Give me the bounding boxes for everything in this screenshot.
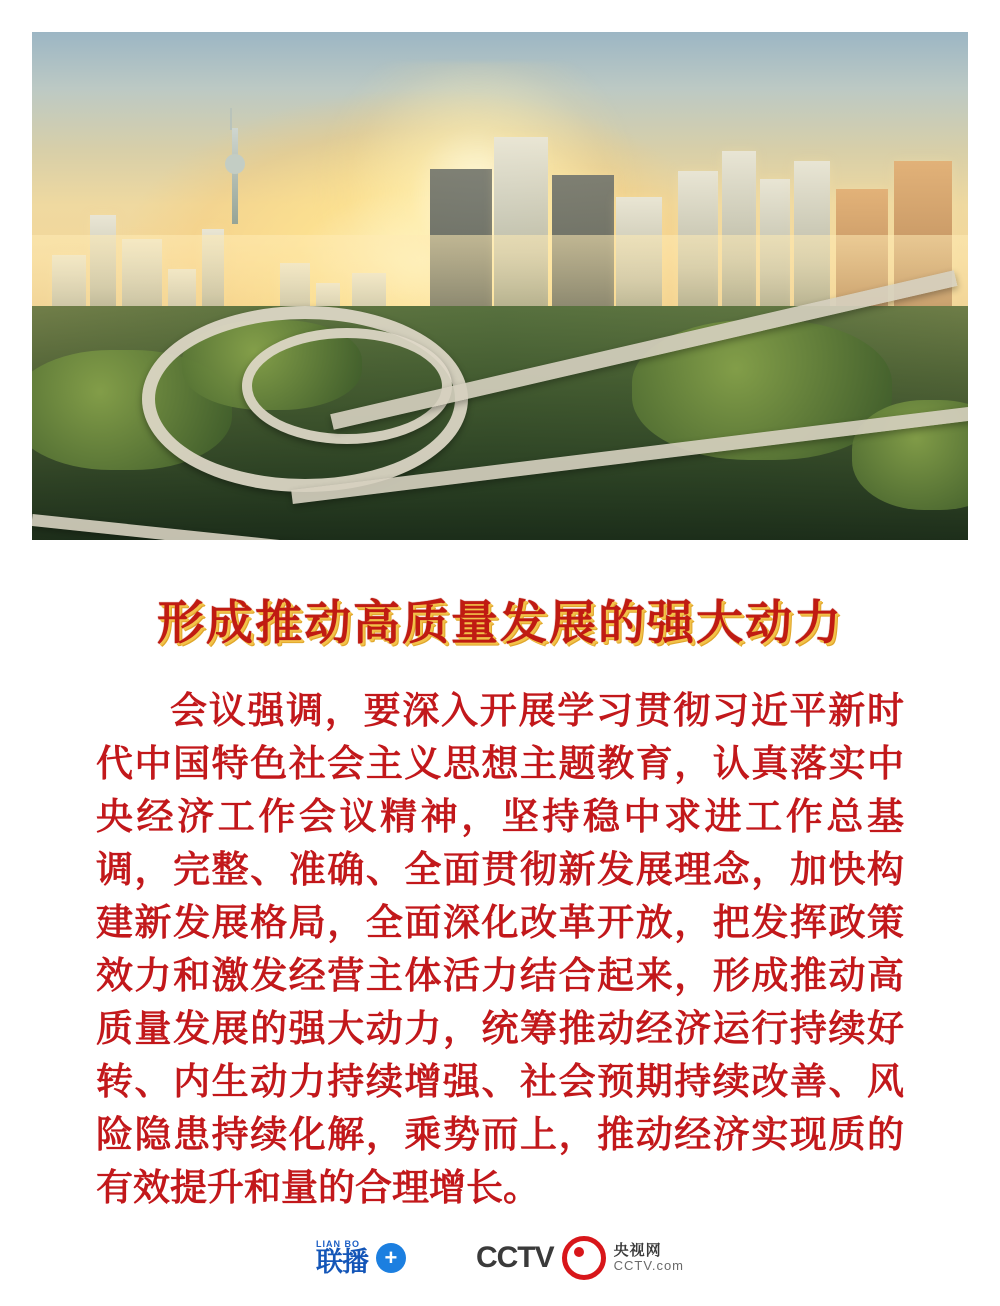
tv-tower-landmark xyxy=(232,128,238,224)
body-paragraph: 会议强调，要深入开展学习贯彻习近平新时代中国特色社会主义思想主题教育，认真落实中央经济工作会议精神，坚持稳中求进工作总基调，完整、准确、全面贯彻新发展理念，加快构建新发展格局，全面深化改革开放，把发挥政策效力和激发经营主体活力结合起来，形成推动高质量发展的强大动力，统筹推动经济运行持续好转、内生动力持续增强、社会预期持续改善、风险隐患持续化解，乘势而上，推动经济实现质的有效提升和量的合理增长。 xyxy=(96,688,904,1209)
plus-icon: + xyxy=(376,1243,406,1273)
lianbo-chinese: 联播 xyxy=(315,1247,368,1278)
cctv-wordmark: CCTV xyxy=(475,1241,554,1274)
cctv-cn-name: 央视网 xyxy=(613,1241,662,1260)
cctv-domain: CCTV.com xyxy=(613,1258,685,1274)
lianbo-wordmark xyxy=(316,1240,368,1276)
page-title: 形成推动高质量发展的强大动力 xyxy=(157,596,843,651)
cctv-ring-icon xyxy=(562,1236,606,1280)
lianbo-plus-logo[interactable] xyxy=(316,1240,406,1276)
footer-logos xyxy=(0,1236,1000,1280)
cctv-logo[interactable] xyxy=(476,1236,684,1280)
cctv-chinese-block xyxy=(614,1243,684,1272)
lianbo-pinyin: LIAN BO xyxy=(315,1239,360,1249)
hero-image xyxy=(32,32,968,540)
